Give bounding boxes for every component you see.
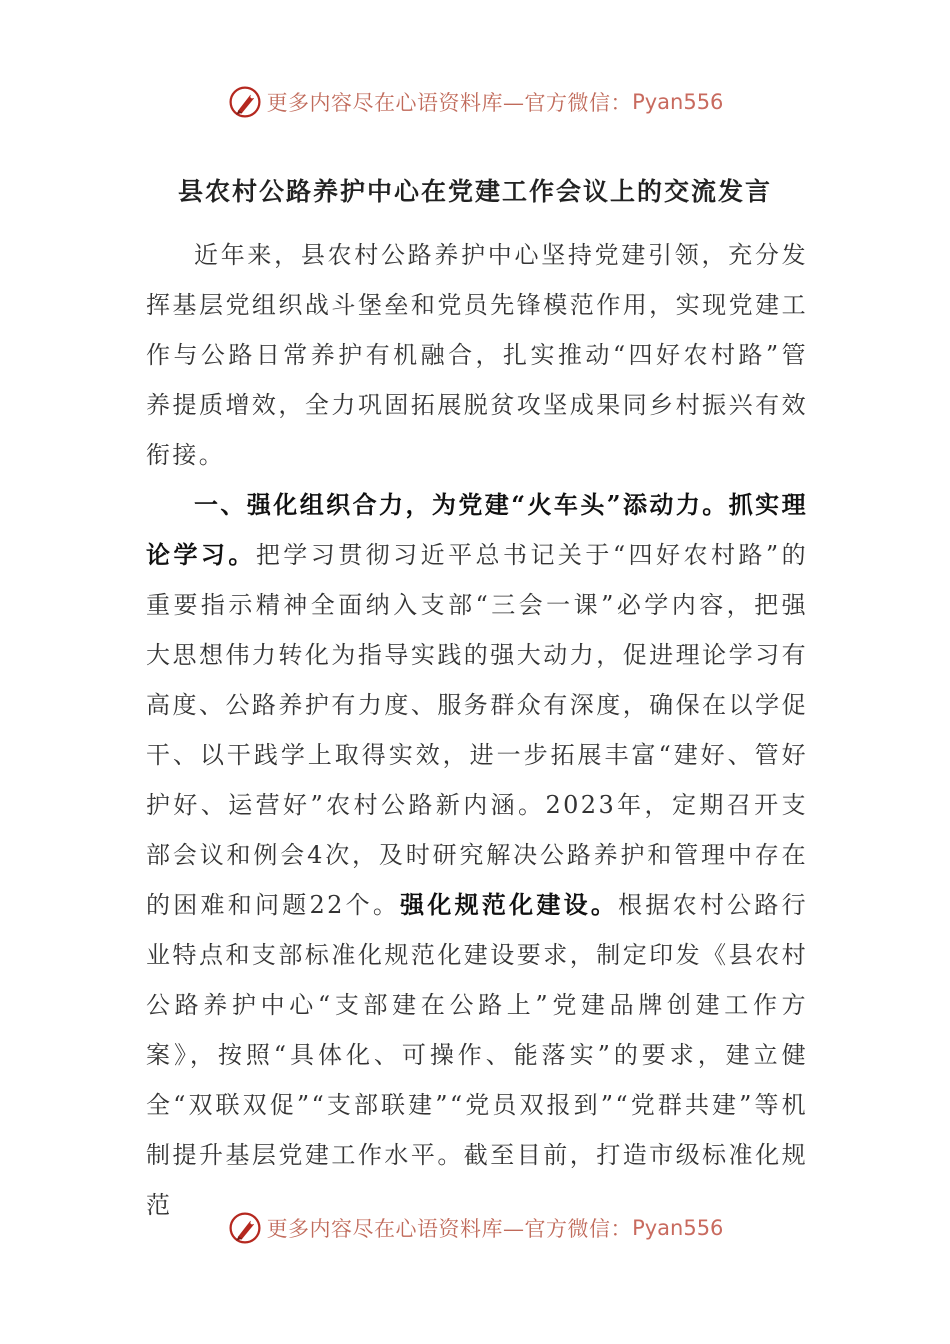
banner-text: 更多内容尽在心语资料库—官方微信： xyxy=(266,1217,633,1241)
section-heading: 一、强化组织合力，为党建“火车头”添动力。 xyxy=(194,490,729,519)
pen-nib-logo-icon xyxy=(227,1210,263,1246)
watermark-banner-top xyxy=(0,82,950,122)
paragraph-section-1 xyxy=(146,480,808,1230)
pen-nib-logo-icon xyxy=(227,84,263,120)
banner-text: 更多内容尽在心语资料库—官方微信： xyxy=(266,91,633,115)
subheading-standardization: 强化规范化建设。 xyxy=(400,890,619,919)
subheading-theory-study: 抓实理论学习。 xyxy=(146,490,809,569)
paragraph-text-1: 把学习贯彻习近平总书记关于“四好农村路”的重要指示精神全面纳入支部“三会一课”必学内容，把强大思想伟力转化为指导实践的强大动力，促进理论学习有高度、公路养护有力度、服务群众有深度，确保在以学促干、以干践学上取得实效，进一步拓展丰富“建好、管好护好、运营好”农村公路新内涵。2023年，定期召开支部会议和例会4次，及时研究解决公路养护和管理中存在的困难和问题22个。 xyxy=(146,541,808,919)
document-title: 县农村公路养护中心在党建工作会议上的交流发言 xyxy=(177,177,772,206)
paragraph-text-2: 根据农村公路行业特点和支部标准化规范化建设要求，制定印发《县农村公路养护中心“支部建在公路上”党建品牌创建工作方案》，按照“具体化、可操作、能落实”的要求，建立健全“双联双促”“支部联建”“党员双报到”“党群共建”等机制提升基层党建工作水平。截至目前，打造市级标准化规范 xyxy=(146,891,808,1219)
document-body xyxy=(146,230,808,1230)
banner-handle: Pyan556 xyxy=(632,90,724,114)
banner-handle: Pyan556 xyxy=(632,1216,724,1240)
paragraph-intro: 近年来，县农村公路养护中心坚持党建引领，充分发挥基层党组织战斗堡垒和党员先锋模范作用，实现党建工作与公路日常养护有机融合，扎实推动“四好农村路”管养提质增效，全力巩固拓展脱贫攻坚成果同乡村振兴有效衔接。 xyxy=(146,241,808,469)
watermark-banner-bottom xyxy=(0,1208,950,1248)
